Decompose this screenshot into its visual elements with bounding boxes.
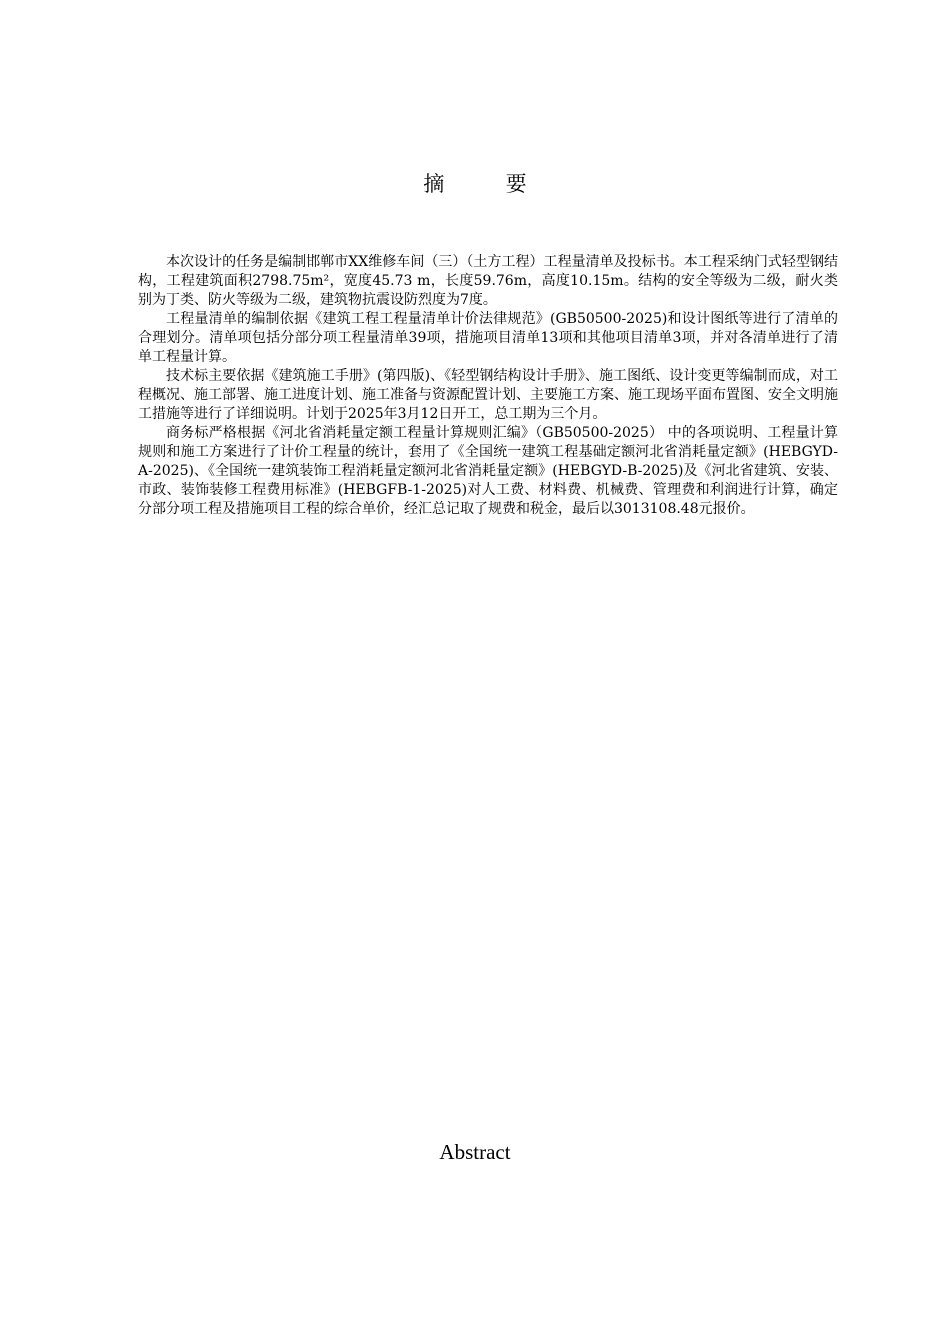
abstract-heading-text: Abstract [439,1140,511,1164]
abstract-paragraph-1: 本次设计的任务是编制邯郸市XX维修车间（三）（土方工程）工程量清单及投标书。本工程采纳门式轻型钢结构，工程建筑面积2798.75m²，宽度45.73 m，长度59.76m，高度10.15m。结构的安全等级为二级，耐火类别为丁类、防火等级为二级，建筑物抗震设防烈度为7度。 [138,254,838,308]
abstract-heading [0,1140,950,1165]
abstract-paragraph-3: 技术标主要依据《建筑施工手册》(第四版)、《轻型钢结构设计手册》、施工图纸、设计变更等编制而成，对工程概况、施工部署、施工进度计划、施工准备与资源配置计划、主要施工方案、施工现场平面布置图、安全文明施工措施等进行了详细说明。计划于2025年3月12日开工，总工期为三个月。 [138,368,838,422]
abstract-paragraph-2: 工程量清单的编制依据《建筑工程工程量清单计价法律规范》(GB50500-2025)和设计图纸等进行了清单的合理划分。清单项包括分部分项工程量清单39项，措施项目清单13项和其他项目清单3项，并对各清单进行了清单工程量计算。 [138,311,838,365]
abstract-paragraph-4: 商务标严格根据《河北省消耗量定额工程量计算规则汇编》（GB50500-2025） 中的各项说明、工程量计算规则和施工方案进行了计价工程量的统计，套用了《全国统一建筑工程基础定额河北省消耗量定额》(HEBGYD-A-2025)、《全国统一建筑装饰工程消耗量定额河北省消耗量定额》(HEBGYD-B-2025)及《河北省建筑、安装、市政、装饰装修工程费用标准》(HEBGFB-1-2025)对人工费、材料费、机械费、管理费和利润进行计算，确定分部分项工程及措施项目工程的综合单价，经汇总记取了规费和税金，最后以3013108.48元报价。 [138,425,838,517]
abstract-body [138,253,838,519]
page-title [0,168,950,198]
page-title-text: 摘 要 [423,172,543,196]
